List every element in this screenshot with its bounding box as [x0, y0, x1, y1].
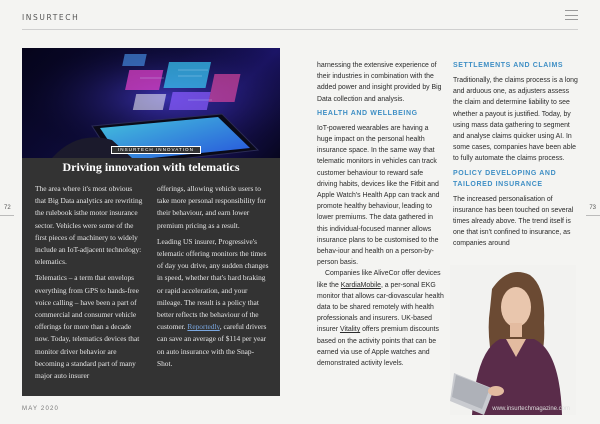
issue-date: MAY 2020: [22, 406, 60, 412]
feature-paragraph: The area where it's most obvious that Big Data analytics are rewriting the rulebook isthe motor insurance sector. Vehicles were some of the first pieces of machinery to widely include an IoT-adjacent technology: telematics.: [35, 184, 143, 267]
website-url[interactable]: www.insurtechmagazine.com: [492, 406, 570, 412]
vitality-link[interactable]: Vitality: [339, 326, 361, 334]
woman-with-laptop-photo: [450, 265, 576, 415]
feature-paragraph: Telematics – a term that envelops everything from GPS to hands-free voice calling – have been a part of commercial and consumer vehicle offerings for more than a decade now. Today, telematics devices that monitor driver behavior are becoming a standard part of many major auto insurer: [35, 273, 140, 381]
page-tick-right: [586, 215, 600, 216]
page-tick-left: [0, 215, 14, 216]
hero-tablet-image: [22, 48, 280, 158]
article-paragraph: The increased personalisation of insurance has been touched on several times already above. The trend itself is one that isn't confined to insurance, as companies around: [453, 195, 574, 248]
section-heading-policy: POLICY DEVELOPING AND TAILORED INSURANCE: [453, 169, 557, 188]
feature-title: Driving innovation with telematics: [62, 160, 240, 174]
article-column-right: [453, 60, 579, 250]
article-paragraph: IoT-powered wearables are having a huge impact on the personal health insurance space. In the same way that telematic monitors in vehicles can track customer behaviour to reward safe driving habits, devices like the Fitbit and Apple Watch's Health App can track and promote healthy behaviour, leading to lower premiums. The data gathered in this individual-focused manner allows insurance plans to be customised to the behav-iour and health on a person-by-person basis.: [317, 124, 440, 267]
article-paragraph: harnessing the extensive experience of their industries in combination with the added power and insight provided by Big Data collection and analysis.: [317, 62, 442, 103]
feature-paragraph: offerings, allowing vehicle users to take more personal responsibility for their behaviour, and earn lower premium pricing as a result.: [157, 184, 266, 230]
header-divider: [22, 29, 578, 30]
feature-column-1: [35, 183, 145, 386]
article-paragraph: Traditionally, the claims process is a long and arduous one, as adjusters assess the claim and determine liability to see whether a payout is justified. Today, by using mass data gathering to segment and analyse claims quicker using AI. In some cases, companies have been able to fully automate the claims process.: [453, 77, 578, 163]
page-number-left: 72: [4, 205, 11, 211]
kardiamobile-link[interactable]: KardiaMobile: [340, 281, 381, 289]
menu-icon[interactable]: [565, 10, 578, 20]
tablet-hologram-illustration: [22, 48, 280, 158]
category-tag: INSURTECH INNOVATION: [111, 146, 201, 154]
reportedly-link[interactable]: Reportedly: [187, 322, 220, 332]
feature-box: [22, 48, 280, 396]
article-column-middle: [317, 60, 444, 369]
feature-paragraph: Leading US insurer, Progressive's telematic offering monitors the times of day you drive, any sudden changes in speed, whether that's hard braking or rapid acceleration, and your mileage. The result is a policy that better reflects the behaviour of the customer. Reportedly, careful drivers can save an average of $114 per year on auto insurance with the Snap-Shot.: [157, 236, 269, 368]
page-number-right: 73: [589, 205, 596, 211]
section-heading-claims: SETTLEMENTS AND CLAIMS: [453, 62, 564, 69]
magazine-brand: INSURTECH: [22, 13, 80, 22]
section-heading-health: HEALTH AND WELLBEING: [317, 109, 418, 117]
article-paragraph: Companies like AliveCor offer devices like the KardiaMobile, a per-sonal EKG monitor that allows car-diovascular health data to be shared remotely with health professionals and insurers. UK-based insurer Vitality offers premium discounts based on the activity points that can be earned via use of Apple watches and demonstrated activity levels.: [317, 270, 444, 368]
feature-column-2: [157, 183, 269, 374]
portrait-illustration: [450, 265, 576, 415]
